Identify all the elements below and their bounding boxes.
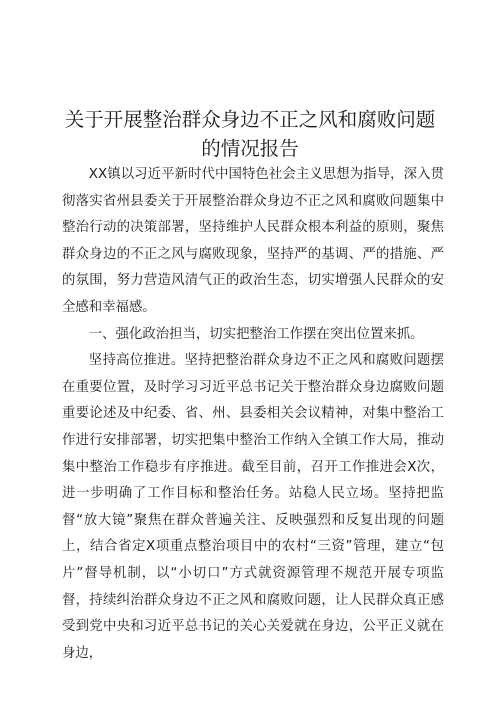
section-heading-1: 一、强化政治担当，切实把整治工作摆在突出位置来抓。 xyxy=(88,326,424,342)
document-body xyxy=(62,162,444,667)
section-1-paragraph: 坚持高位推进。坚持把整治群众身边不正之风和腐败问题摆在重要位置，及时学习习近平总书记关于整治群众身边腐败问题重要论述及中纪委、省、州、县委相关会议精神，对集中整治工作进行安排部署，切实把集中整治工作纳入全镇工作大局，推动集中整治工作稳步有序推进。截至目前，召开工作推进会X次，进一步明确了工作目标和整治任务。站稳人民立场。坚持把监督“放大镜”聚焦在群众普遍关注、反映强烈和反复出现的问题上，结合省定X项重点整治项目中的农村“三资”管理，建立“包片”督导机制，以“小切口”方式就资源管理不规范开展专项监督，持续纠治群众身边不正之风和腐败问题，让人民群众真正感受到党中央和习近平总书记的关心关爱就在身边，公平正义就在身边， xyxy=(62,353,444,661)
intro-paragraph: XX镇以习近平新时代中国特色社会主义思想为指导，深入贯彻落实省州县委关于开展整治群众身边不正之风和腐败问题集中整治行动的决策部署，坚持维护人民群众根本利益的原则，聚焦群众身边的不正之风与腐败现象，坚持严的基调、严的措施、严的氛围，努力营造风清气正的政治生态，切实增强人民群众的安全感和幸福感。 xyxy=(62,167,444,315)
document-title: 关于开展整治群众身边不正之风和腐败问题的情况报告 xyxy=(64,108,436,161)
